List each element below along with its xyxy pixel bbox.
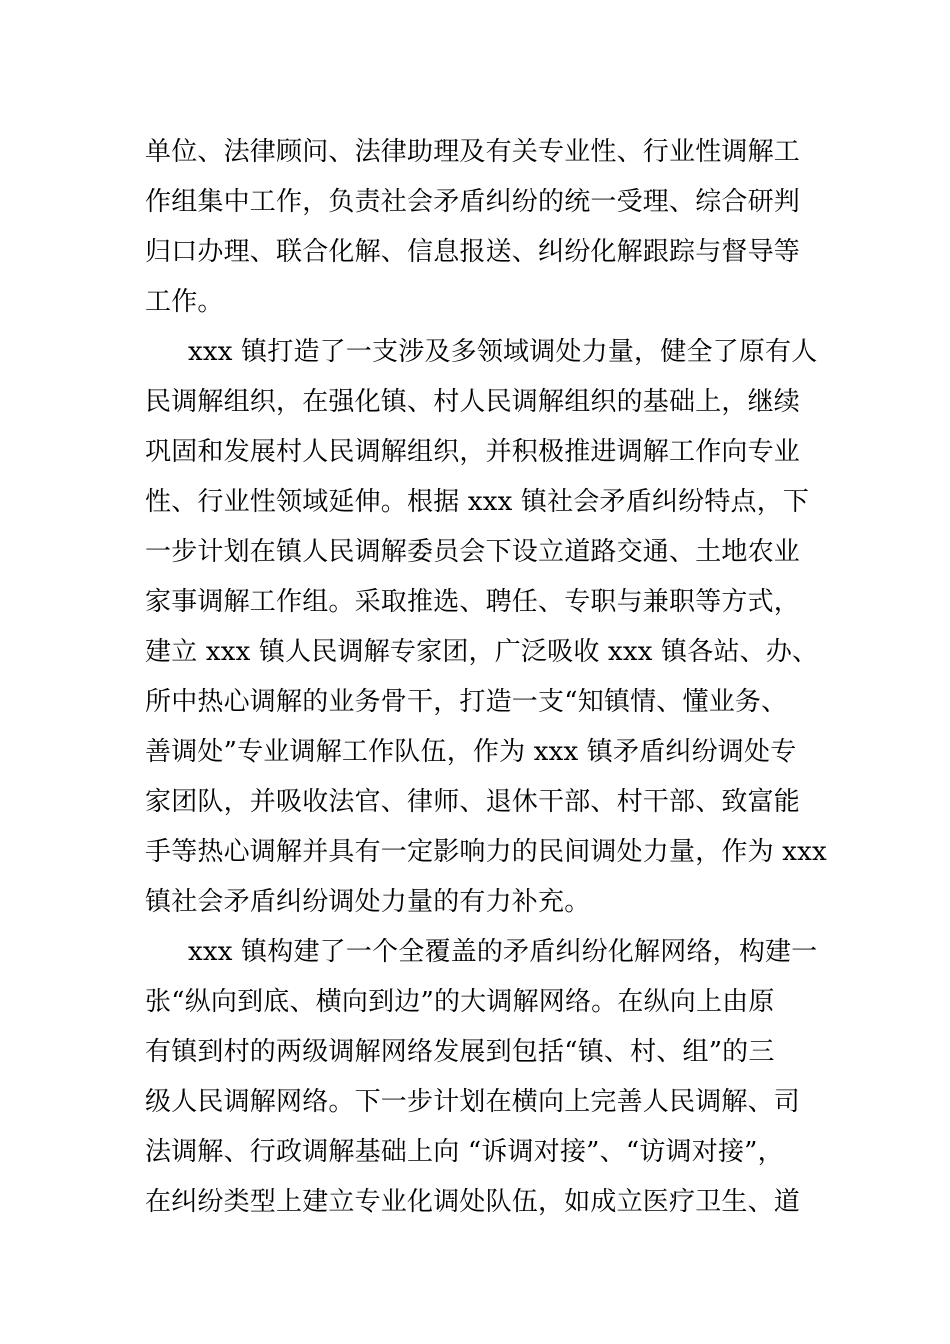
- text-line: 建立 xxx 镇人民调解专家团，广泛吸收 xxx 镇各站、办、: [145, 637, 819, 667]
- text-line: 在纠纷类型上建立专业化调处队伍，如成立医疗卫生、道: [145, 1187, 801, 1217]
- text-line: 张“纵向到底、横向到边”的大调解网络。在纵向上由原: [145, 987, 775, 1017]
- text-line: 有镇到村的两级调解网络发展到包括“镇、村、组”的三: [145, 1037, 775, 1067]
- text-line: 归口办理、联合化解、信息报送、纠纷化解跟踪与督导等: [145, 237, 801, 267]
- text-line: 法调解、行政调解基础上向 “诉调对接”、“访调对接”，: [145, 1137, 784, 1167]
- text-line: 民调解组织，在强化镇、村人民调解组织的基础上，继续: [145, 387, 801, 417]
- text-line: 工作。: [145, 287, 224, 317]
- text-line: 级人民调解网络。下一步计划在横向上完善人民调解、司: [145, 1087, 801, 1117]
- text-line: 家团队，并吸收法官、律师、退休干部、村干部、致富能: [145, 787, 801, 817]
- text-line: 作组集中工作，负责社会矛盾纠纷的统一受理、综合研判: [145, 187, 801, 217]
- text-line: 镇社会矛盾纠纷调处力量的有力补充。: [145, 887, 591, 917]
- text-line: 善调处”专业调解工作队伍，作为 xxx 镇矛盾纠纷调处专: [145, 737, 797, 767]
- text-line: 巩固和发展村人民调解组织，并积极推进调解工作向专业: [145, 437, 801, 467]
- paragraph-start-line: xxx 镇构建了一个全覆盖的矛盾纠纷化解网络，构建一: [188, 937, 818, 967]
- text-line: 家事调解工作组。采取推选、聘任、专职与兼职等方式，: [145, 587, 801, 617]
- text-line: 单位、法律顾问、法律助理及有关专业性、行业性调解工: [145, 137, 801, 167]
- text-line: 一步计划在镇人民调解委员会下设立道路交通、土地农业: [145, 537, 801, 567]
- text-line: 所中热心调解的业务骨干，打造一支“知镇情、懂业务、: [145, 687, 788, 717]
- text-line: 手等热心调解并具有一定影响力的民间调处力量，作为 xxx: [145, 837, 827, 867]
- paragraph-start-line: xxx 镇打造了一支涉及多领域调处力量，健全了原有人: [188, 337, 818, 367]
- text-line: 性、行业性领域延伸。根据 xxx 镇社会矛盾纠纷特点，下: [145, 487, 810, 517]
